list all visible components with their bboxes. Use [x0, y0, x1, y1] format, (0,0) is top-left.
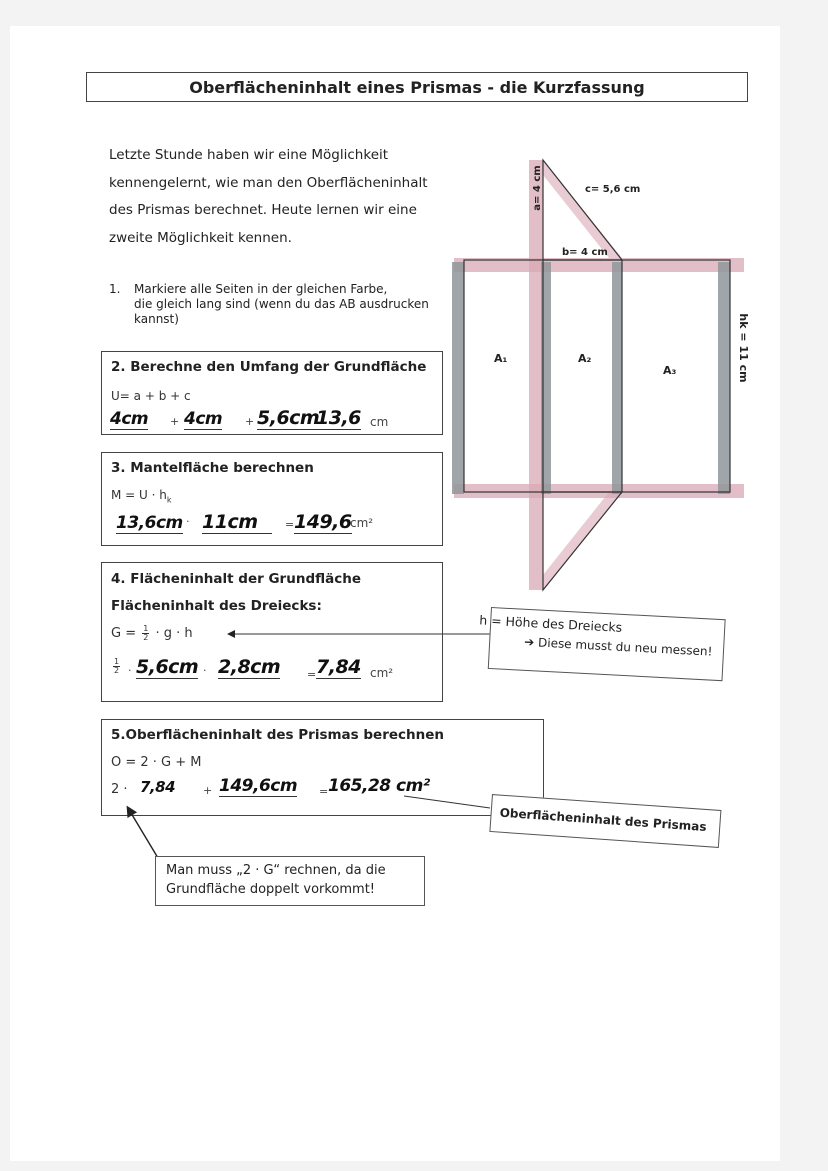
task-5-eq: =	[319, 785, 329, 798]
task-5-value-m: 149,6cm	[219, 776, 298, 796]
task-5-plus: +	[203, 784, 213, 797]
task-2-unit: cm	[370, 415, 389, 429]
surface-area-callout: Oberflächeninhalt des Prismas	[489, 794, 721, 848]
task-3-result: 149,6	[294, 511, 352, 533]
intro-line: zweite Möglichkeit kennen.	[109, 229, 292, 246]
fraction-denominator: 2	[143, 633, 149, 642]
task-4-dot: ·	[128, 664, 132, 677]
task-4-dot: ·	[203, 664, 207, 677]
label-b: b= 4 cm	[562, 247, 608, 258]
task-3-formula-text: M = U · h	[111, 488, 167, 502]
intro-line: kennengelernt, wie man den Oberflächeninhalt	[109, 174, 428, 191]
height-callout-line1: h = Höhe des Dreiecks	[478, 612, 623, 635]
task-1-line: die gleich lang sind (wenn du das AB ausdrucken	[134, 297, 429, 311]
label-a1: A₁	[494, 352, 508, 365]
task-4-subtitle: Flächeninhalt des Dreiecks:	[111, 598, 322, 614]
task-3-eq: =	[285, 518, 295, 531]
task-4-eq: =	[307, 668, 317, 681]
arrow-to-factor-icon	[128, 808, 158, 858]
height-callout-line2	[524, 635, 713, 659]
label-a2: A₂	[578, 352, 592, 365]
double-base-callout	[155, 856, 425, 906]
height-callout-text: Diese musst du neu messen!	[537, 635, 713, 659]
task-2-value-b: 4cm	[184, 409, 223, 429]
task-1-line: Markiere alle Seiten in der gleichen Farbe,	[134, 282, 388, 296]
task-3-dot: ·	[186, 515, 190, 528]
task-5-factor: 2 ·	[111, 782, 128, 797]
task-4-value-g: 5,6cm	[136, 656, 199, 678]
intro-line: Letzte Stunde haben wir eine Möglichkeit	[109, 147, 389, 163]
arrow-right-icon: ➔	[523, 634, 535, 650]
label-hk: hk = 11 cm	[737, 313, 750, 383]
double-base-line1: Man muss „2 · G“ rechnen, da die	[166, 863, 386, 878]
page-title: Oberflächeninhalt eines Prismas - die Kurzfassung	[86, 72, 748, 102]
label-c: c= 5,6 cm	[585, 184, 641, 195]
task-4-title: 4. Flächeninhalt der Grundfläche	[111, 571, 361, 587]
task-3-unit: cm²	[350, 516, 374, 530]
task-5-formula: O = 2 · G + M	[111, 755, 202, 770]
task-2-formula: U= a + b + c	[111, 389, 191, 403]
fraction-denominator: 2	[114, 666, 120, 675]
task-1-number: 1.	[109, 282, 121, 296]
task-4-formula-rest: · g · h	[155, 626, 193, 641]
task-3-value-hk: 11cm	[202, 511, 272, 534]
task-2-plus: +	[245, 415, 255, 428]
double-base-line2: Grundfläche doppelt vorkommt!	[166, 882, 376, 897]
task-1-line: kannst)	[134, 312, 179, 326]
task-3-title: 3. Mantelfläche berechnen	[111, 460, 314, 476]
task-2-value-a: 4cm	[110, 409, 149, 429]
task-4-value-h: 2,8cm	[218, 656, 281, 678]
fraction-numerator: 1	[143, 624, 149, 633]
label-a3: A₃	[663, 364, 677, 377]
intro-line: des Prismas berechnet. Heute lernen wir eine	[109, 202, 417, 218]
task-4-result: 7,84	[316, 656, 361, 678]
task-5-result: 165,28 cm²	[328, 776, 430, 796]
task-2-title: 2. Berechne den Umfang der Grundfläche	[111, 359, 427, 375]
height-callout	[478, 607, 726, 681]
task-2-result: 13,6	[316, 407, 361, 429]
task-2-value-c: 5,6cm	[257, 407, 320, 429]
fraction-numerator: 1	[114, 657, 120, 666]
task-5-title: 5.Oberflächeninhalt des Prismas berechnen	[111, 727, 445, 743]
task-4-unit: cm²	[370, 666, 394, 680]
label-a: a= 4 cm	[532, 165, 543, 211]
task-3-formula-sub: k	[166, 495, 172, 505]
task-2-plus: +	[170, 415, 180, 428]
line-to-result-icon	[404, 796, 490, 808]
task-3-value-u: 13,6cm	[116, 513, 183, 533]
task-5-value-g: 7,84	[140, 778, 176, 796]
task-4-formula-g: G =	[111, 626, 137, 641]
